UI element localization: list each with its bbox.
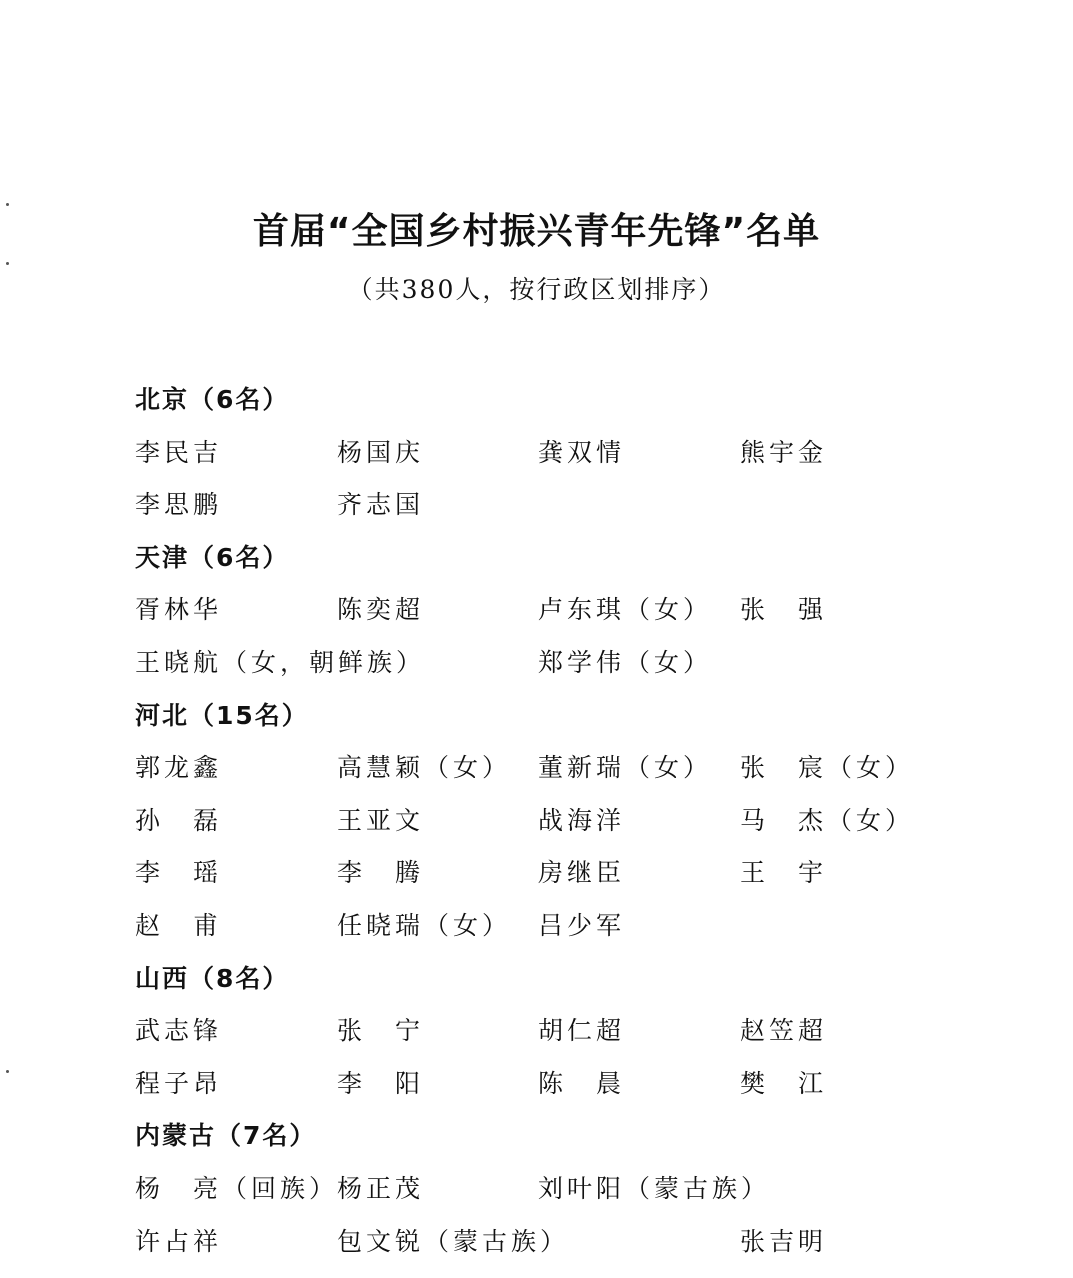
- person-name: 高慧颖（女）: [337, 753, 512, 783]
- person-name: 赵笠超: [740, 1016, 828, 1046]
- person-name: 李 阳: [337, 1068, 425, 1098]
- person-name: 任晓瑞（女）: [337, 910, 512, 940]
- person-name: 吕少军: [538, 910, 626, 940]
- person-name: 张 宸（女）: [740, 753, 915, 783]
- person-name: 赵 甫: [135, 910, 223, 940]
- person-name: 卢东琪（女）: [538, 595, 713, 625]
- person-name: 陈 晨: [538, 1068, 626, 1098]
- person-name: 李 瑶: [135, 858, 223, 888]
- name-row: [135, 1167, 955, 1220]
- person-name: 王 宇: [740, 858, 828, 888]
- region-header: 山西（8名）: [135, 963, 290, 993]
- name-row: [135, 483, 955, 536]
- person-name: 马 杰（女）: [740, 805, 915, 835]
- person-name: 王晓航（女，朝鲜族）: [135, 647, 426, 677]
- person-name: 熊宇金: [740, 437, 828, 467]
- name-row: [135, 1220, 955, 1273]
- scan-speck: [6, 262, 9, 265]
- person-name: 张 宁: [337, 1016, 425, 1046]
- name-row: [135, 746, 955, 799]
- person-name: 樊 江: [740, 1068, 828, 1098]
- name-row: [135, 1062, 955, 1115]
- person-name: 孙 磊: [135, 805, 223, 835]
- name-row: [135, 641, 955, 694]
- document-title: 首届“全国乡村振兴青年先锋”名单: [252, 211, 821, 252]
- person-name: 李民吉: [135, 437, 223, 467]
- region-header: 天津（6名）: [135, 542, 290, 572]
- person-name: 张吉明: [740, 1226, 828, 1256]
- person-name: 程子昂: [135, 1068, 223, 1098]
- scan-speck: [6, 203, 9, 206]
- person-name: 胥林华: [135, 595, 223, 625]
- person-name: 包文锐（蒙古族）: [337, 1226, 570, 1256]
- person-name: 胡仁超: [538, 1016, 626, 1046]
- document-subtitle: （共380人，按行政区划排序）: [347, 275, 726, 304]
- name-list: [135, 378, 955, 1272]
- person-name: 房继臣: [538, 858, 626, 888]
- name-row: [135, 431, 955, 484]
- person-name: 许占祥: [135, 1226, 223, 1256]
- person-name: 齐志国: [337, 490, 425, 520]
- person-name: 李 腾: [337, 858, 425, 888]
- name-row: [135, 904, 955, 957]
- person-name: 董新瑞（女）: [538, 753, 713, 783]
- name-row: [135, 799, 955, 852]
- person-name: 张 强: [740, 595, 828, 625]
- region-header: 河北（15名）: [135, 700, 309, 730]
- person-name: 郭龙鑫: [135, 753, 223, 783]
- person-name: 刘叶阳（蒙古族）: [538, 1173, 771, 1203]
- name-row: [135, 588, 955, 641]
- person-name: 杨 亮（回族）: [135, 1173, 339, 1203]
- person-name: 陈奕超: [337, 595, 425, 625]
- region-header: 内蒙古（7名）: [135, 1121, 317, 1151]
- name-row: [135, 1009, 955, 1062]
- person-name: 战海洋: [538, 805, 626, 835]
- person-name: 龚双情: [538, 437, 626, 467]
- person-name: 杨国庆: [337, 437, 425, 467]
- person-name: 王亚文: [337, 805, 425, 835]
- person-name: 李思鹏: [135, 490, 223, 520]
- region-header: 北京（6名）: [135, 385, 290, 414]
- person-name: 武志锋: [135, 1016, 223, 1046]
- name-row: [135, 851, 955, 904]
- person-name: 郑学伟（女）: [538, 647, 713, 677]
- scan-speck: [6, 1070, 9, 1073]
- person-name: 杨正茂: [337, 1173, 425, 1203]
